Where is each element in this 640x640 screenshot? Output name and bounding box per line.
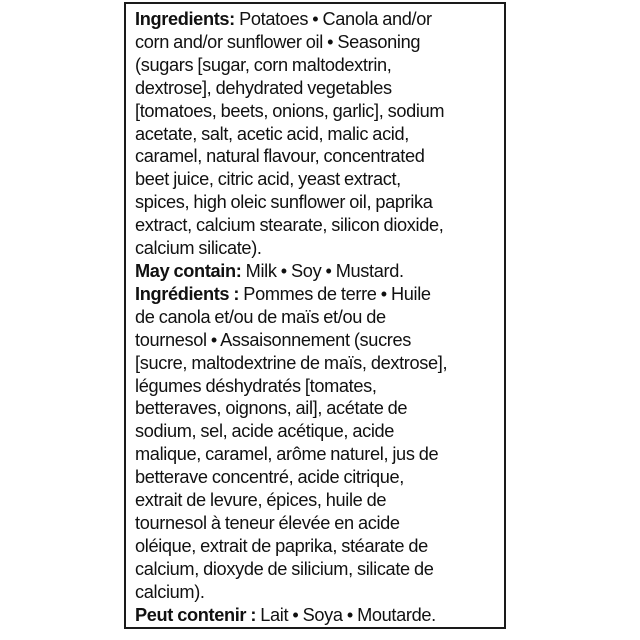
- label-line-21: [135, 466, 497, 489]
- label-line-text: Potatoes • Canola and/or: [234, 9, 432, 29]
- label-line-text: calcium).: [135, 581, 205, 602]
- ingredients-label-panel: [124, 2, 506, 629]
- label-line-text: [sucre, maltodextrine de maïs, dextrose],: [135, 352, 448, 373]
- label-line-text: Lait • Soya • Moutarde.: [256, 604, 436, 625]
- label-line-text: Pommes de terre • Huile: [239, 283, 431, 304]
- label-line-text: betterave concentré, acide citrique,: [135, 467, 404, 488]
- label-line-5: [135, 100, 497, 123]
- label-line-13: [135, 283, 497, 306]
- label-line-text: [tomatoes, beets, onions, garlic], sodium: [135, 100, 445, 121]
- label-line-text: acetate, salt, acetic acid, malic acid,: [135, 123, 409, 144]
- label-line-text: Milk • Soy • Mustard.: [241, 260, 404, 281]
- label-line-12: [135, 260, 497, 283]
- label-line-text: tournesol à teneur élevée en acide: [135, 512, 400, 533]
- label-line-25: [135, 558, 497, 581]
- label-line-text: calcium silicate).: [135, 238, 262, 259]
- french-allergen-heading: Peut contenir :: [135, 604, 257, 625]
- label-line-4: [135, 77, 497, 100]
- label-line-text: spices, high oleic sunflower oil, paprika: [135, 192, 433, 213]
- label-line-text: légumes déshydratés [tomates,: [135, 375, 377, 396]
- french-ingredients-heading: Ingrédients :: [135, 283, 240, 304]
- label-line-2: [135, 31, 497, 54]
- label-line-text: beet juice, citric acid, yeast extract,: [135, 169, 401, 190]
- label-line-text: caramel, natural flavour, concentrated: [135, 146, 425, 167]
- label-line-text: extrait de levure, épices, huile de: [135, 490, 387, 511]
- label-line-11: [135, 237, 497, 260]
- label-line-9: [135, 191, 497, 214]
- label-line-text: (sugars [sugar, corn maltodextrin,: [135, 54, 392, 75]
- label-line-text: malique, caramel, arôme naturel, jus de: [135, 444, 439, 465]
- label-line-10: [135, 214, 497, 237]
- label-line-text: de canola et/ou de maïs et/ou de: [135, 306, 386, 327]
- label-line-17: [135, 375, 497, 398]
- english-ingredients-heading: Ingredients:: [135, 9, 235, 29]
- label-line-26: [135, 581, 497, 604]
- label-line-22: [135, 489, 497, 512]
- label-line-text: oléique, extrait de paprika, stéarate de: [135, 535, 428, 556]
- label-line-24: [135, 535, 497, 558]
- label-line-19: [135, 420, 497, 443]
- label-line-8: [135, 168, 497, 191]
- label-line-14: [135, 306, 497, 329]
- ingredients-text-block: [135, 8, 497, 626]
- label-line-7: [135, 145, 497, 168]
- label-line-text: sodium, sel, acide acétique, acide: [135, 421, 395, 442]
- label-line-1: [135, 8, 497, 31]
- english-allergen-heading: May contain:: [135, 260, 242, 281]
- label-line-15: [135, 329, 497, 352]
- label-line-18: [135, 397, 497, 420]
- label-line-16: [135, 352, 497, 375]
- label-line-23: [135, 512, 497, 535]
- label-line-text: corn and/or sunflower oil • Seasoning: [135, 31, 421, 52]
- label-line-27: [135, 604, 497, 627]
- label-line-text: dextrose], dehydrated vegetables: [135, 77, 392, 98]
- label-line-text: tournesol • Assaisonnement (sucres: [135, 329, 412, 350]
- label-line-text: calcium, dioxyde de silicium, silicate de: [135, 558, 434, 579]
- label-line-3: [135, 54, 497, 77]
- label-line-20: [135, 443, 497, 466]
- label-line-6: [135, 123, 497, 146]
- label-line-text: betteraves, oignons, ail], acétate de: [135, 398, 408, 419]
- label-line-text: extract, calcium stearate, silicon dioxide,: [135, 215, 444, 236]
